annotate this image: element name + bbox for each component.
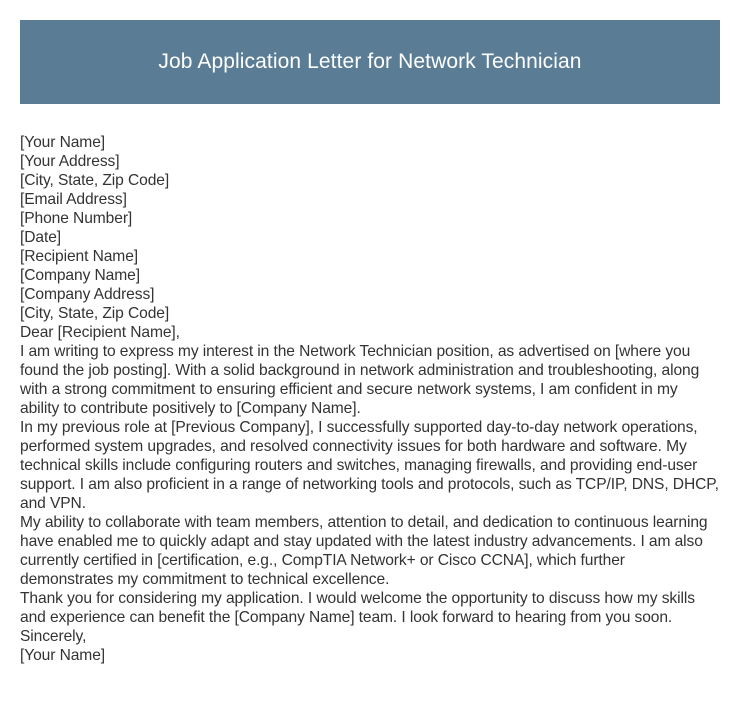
signature-name: [Your Name] xyxy=(20,647,106,664)
recipient-city-state-zip: [City, State, Zip Code] xyxy=(20,305,170,322)
letter-body xyxy=(20,133,720,665)
recipient-company-address: [Company Address] xyxy=(20,286,155,303)
sender-name: [Your Name] xyxy=(20,134,106,151)
recipient-name: [Recipient Name] xyxy=(20,248,139,265)
paragraph-closing: Thank you for considering my application. I would welcome the opportunity to discuss how my skills and experience can benefit the [Company Name] team. I look forward to hearing from you soon. xyxy=(20,590,695,626)
paragraph-introduction: I am writing to express my interest in the Network Technician position, as advertised on [where you found the job posting]. With a solid background in network administration and troubleshooting, along with a strong commitment to ensuring efficient and secure network systems, I am confident in my ability to contribute positively to [Company Name]. xyxy=(20,343,700,417)
letter-date: [Date] xyxy=(20,229,62,246)
salutation: Dear [Recipient Name], xyxy=(20,324,180,341)
paragraph-experience: In my previous role at [Previous Company], I successfully supported day-to-day network operations, performed system upgrades, and resolved connectivity issues for both hardware and software. My technical skills include configuring routers and switches, managing firewalls, and providing end-user support. I am also proficient in a range of networking tools and protocols, such as TCP/IP, DNS, DHCP, and VPN. xyxy=(20,419,719,512)
title-banner xyxy=(20,20,720,104)
sender-city-state-zip: [City, State, Zip Code] xyxy=(20,172,170,189)
sender-phone: [Phone Number] xyxy=(20,210,133,227)
sender-email: [Email Address] xyxy=(20,191,127,208)
recipient-company-name: [Company Name] xyxy=(20,267,140,284)
page-title: Job Application Letter for Network Technician xyxy=(158,50,582,73)
paragraph-qualities: My ability to collaborate with team members, attention to detail, and dedication to continuous learning have enabled me to quickly adapt and stay updated with the latest industry advancements. I am also currently certified in [certification, e.g., CompTIA Network+ or Cisco CCNA], which further demonstrates my commitment to technical excellence. xyxy=(20,514,708,588)
sign-off: Sincerely, xyxy=(20,628,87,645)
sender-address: [Your Address] xyxy=(20,153,120,170)
